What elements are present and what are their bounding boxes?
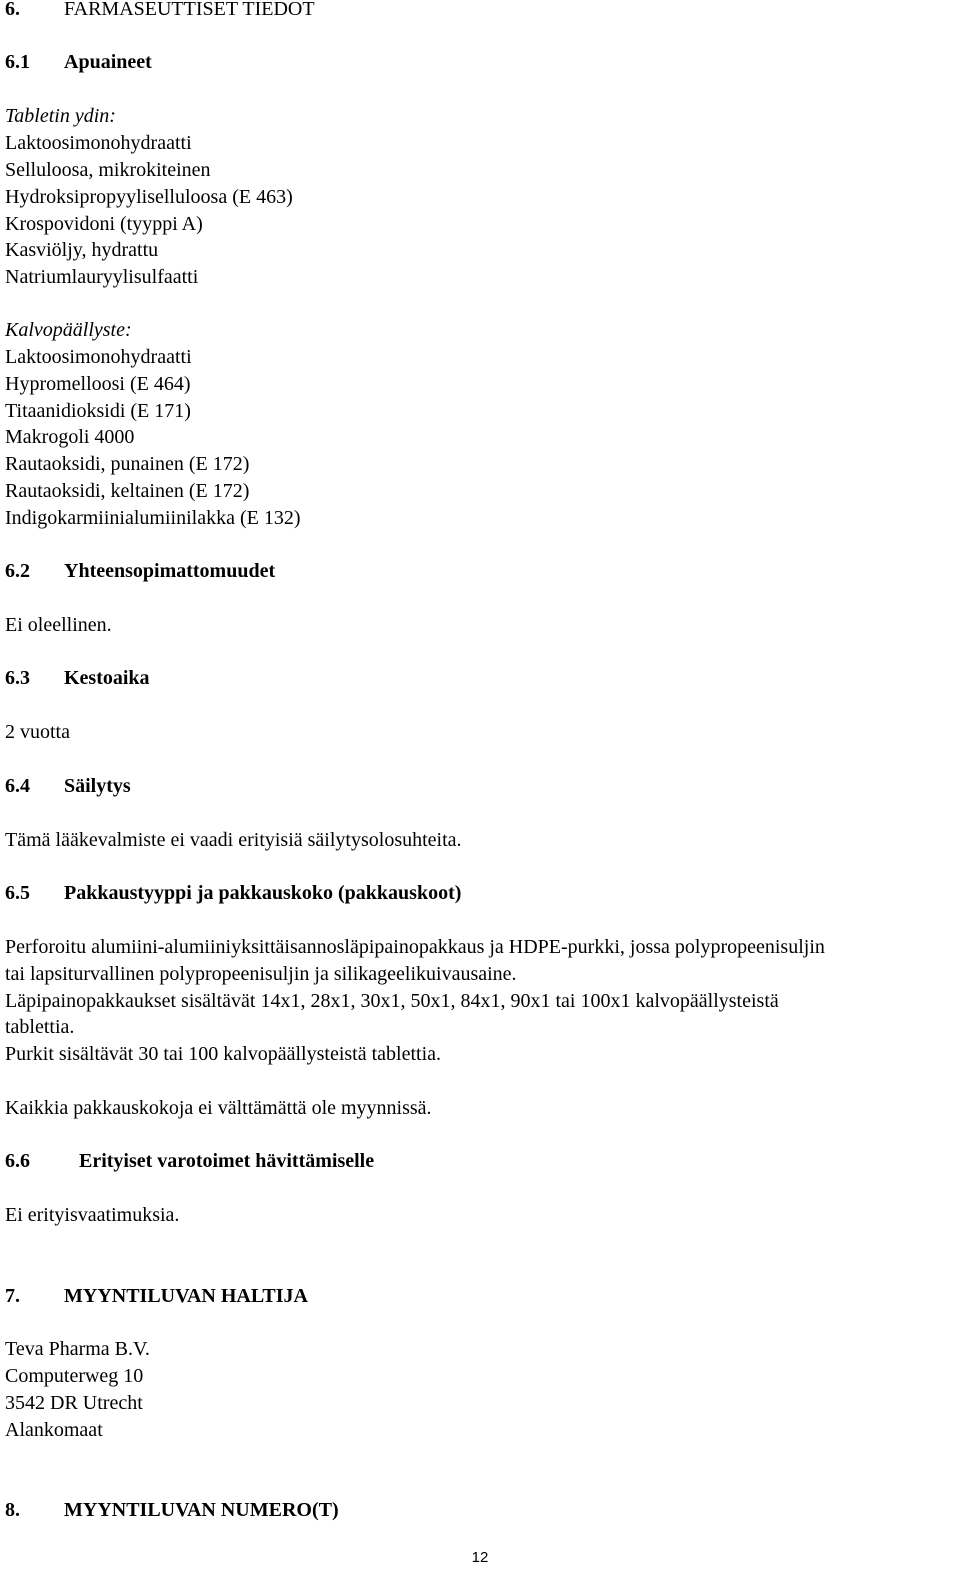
subsection-number: 6.2 <box>5 560 30 582</box>
paragraph: Ei erityisvaatimuksia. <box>5 1204 180 1226</box>
list-item: Indigokarmiinialumiinilakka (E 132) <box>5 507 301 529</box>
paragraph-line: tablettia. <box>5 1016 75 1038</box>
list-item: Kasviöljy, hydrattu <box>5 239 159 261</box>
list-item: Rautaoksidi, punainen (E 172) <box>5 453 250 475</box>
subsection-6-1-heading <box>0 50 960 74</box>
subsection-number: 6.6 <box>5 1150 30 1172</box>
paragraph: Kaikkia pakkauskokoja ei välttämättä ole myynnissä. <box>5 1097 432 1119</box>
list-item: Titaanidioksidi (E 171) <box>5 400 191 422</box>
list-item: Rautaoksidi, keltainen (E 172) <box>5 480 250 502</box>
section-title: MYYNTILUVAN NUMERO(T) <box>64 1499 339 1521</box>
section-6-heading <box>0 0 960 21</box>
subsection-6-5-heading <box>0 881 960 905</box>
subsection-title: Yhteensopimattomuudet <box>64 560 276 582</box>
subsection-number: 6.4 <box>5 775 30 797</box>
section-title: MYYNTILUVAN HALTIJA <box>64 1285 308 1307</box>
paragraph-line: Läpipainopakkaukset sisältävät 14x1, 28x1, 30x1, 50x1, 84x1, 90x1 tai 100x1 kalvopäällysteistä <box>5 990 779 1012</box>
paragraph: 2 vuotta <box>5 721 70 743</box>
subsection-number: 6.3 <box>5 667 30 689</box>
subsection-6-4-heading <box>0 774 960 798</box>
subsection-title: Säilytys <box>64 775 131 797</box>
subsection-title: Kestoaika <box>64 667 150 689</box>
section-number: 7. <box>5 1285 20 1307</box>
list-item: Natriumlauryylisulfaatti <box>5 266 199 288</box>
subsection-number: 6.5 <box>5 882 30 904</box>
paragraph-line: Purkit sisältävät 30 tai 100 kalvopäällysteistä tablettia. <box>5 1043 442 1065</box>
subsection-title: Erityiset varotoimet hävittämiselle <box>79 1150 375 1172</box>
address-line: Computerweg 10 <box>5 1365 144 1387</box>
subsection-6-6-heading <box>0 1149 960 1173</box>
page-number: 12 <box>471 1549 489 1566</box>
list-item: Makrogoli 4000 <box>5 426 135 448</box>
paragraph-line: Perforoitu alumiini-alumiiniyksittäisannosläpipainopakkaus ja HDPE-purkki, jossa polypropeenisuljin <box>5 936 825 958</box>
address-line: Alankomaat <box>5 1419 103 1441</box>
address-line: Teva Pharma B.V. <box>5 1338 150 1360</box>
list-item: Hydroksipropyyliselluloosa (E 463) <box>5 186 293 208</box>
address-line: 3542 DR Utrecht <box>5 1392 143 1414</box>
section-title: FARMASEUTTISET TIEDOT <box>64 0 315 20</box>
subsection-title: Apuaineet <box>64 51 152 73</box>
section-number: 8. <box>5 1499 20 1521</box>
core-heading: Tabletin ydin: <box>5 105 116 127</box>
paragraph: Ei oleellinen. <box>5 614 112 636</box>
subsection-6-3-heading <box>0 666 960 690</box>
section-8-heading <box>0 1498 960 1522</box>
subsection-number: 6.1 <box>5 51 30 73</box>
paragraph: Tämä lääkevalmiste ei vaadi erityisiä säilytysolosuhteita. <box>5 829 462 851</box>
list-item: Laktoosimonohydraatti <box>5 346 192 368</box>
list-item: Krospovidoni (tyyppi A) <box>5 213 203 235</box>
section-7-heading <box>0 1284 960 1308</box>
section-number: 6. <box>5 0 20 20</box>
list-item: Selluloosa, mikrokiteinen <box>5 159 211 181</box>
subsection-title: Pakkaustyyppi ja pakkauskoko (pakkauskoot) <box>64 882 462 904</box>
list-item: Laktoosimonohydraatti <box>5 132 192 154</box>
paragraph-line: tai lapsiturvallinen polypropeenisuljin ja silikageelikuivausaine. <box>5 963 517 985</box>
subsection-6-2-heading <box>0 559 960 583</box>
coating-heading: Kalvopäällyste: <box>5 319 132 341</box>
list-item: Hypromelloosi (E 464) <box>5 373 191 395</box>
